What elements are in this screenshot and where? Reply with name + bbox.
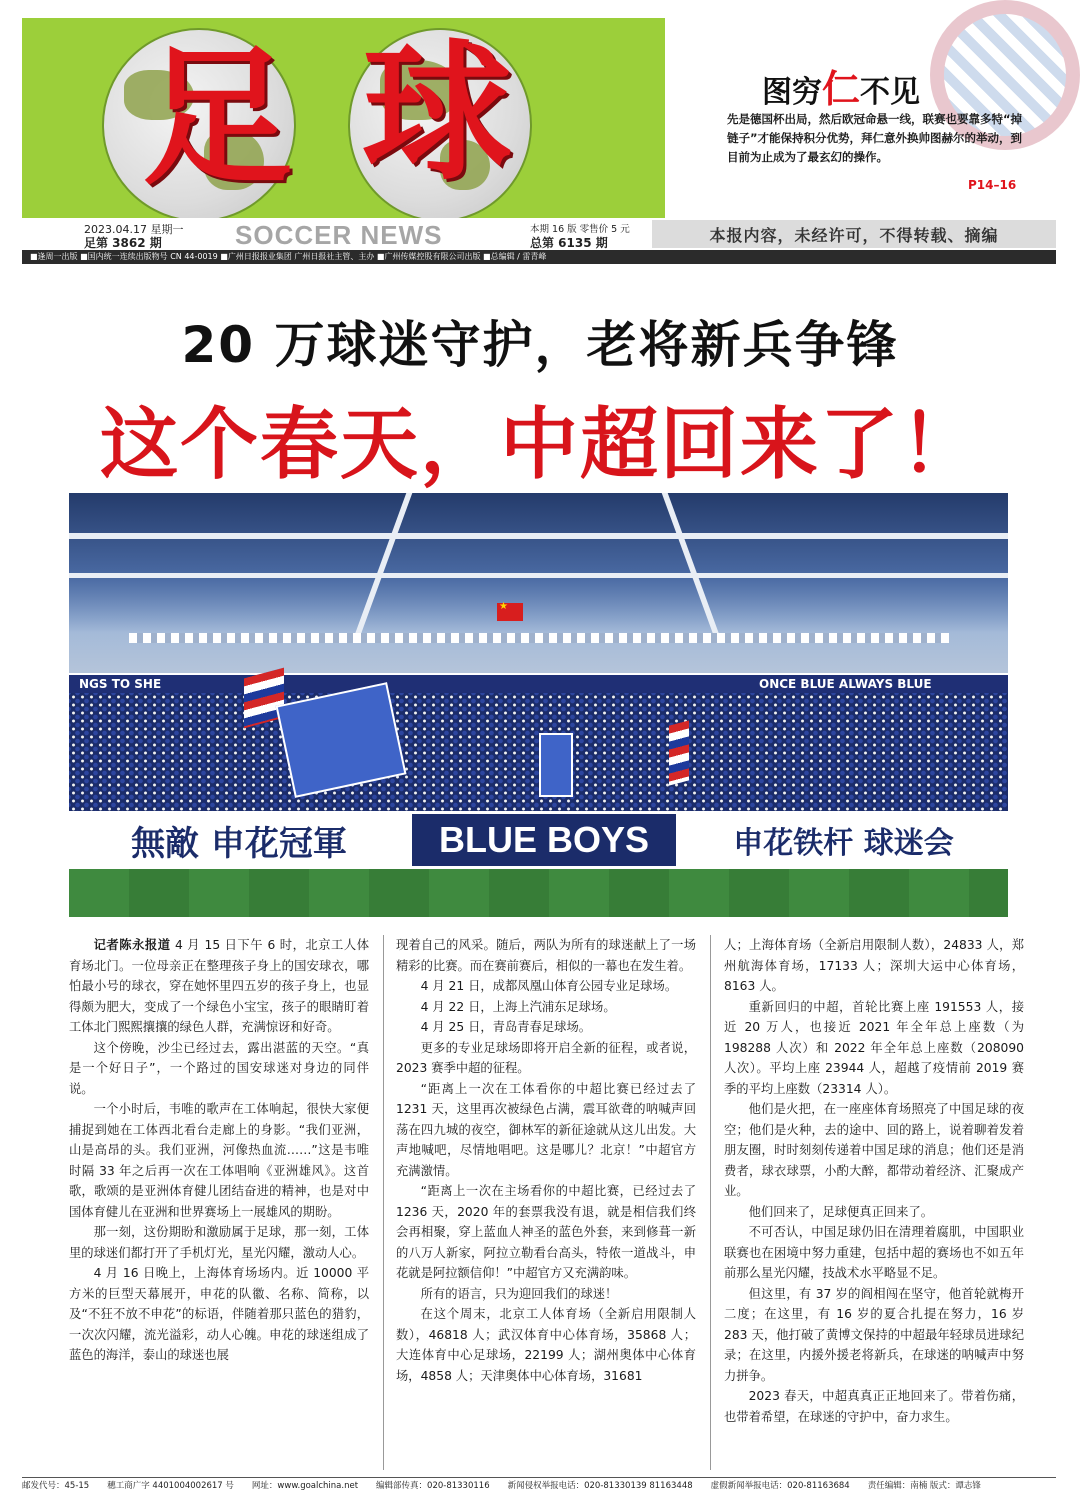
article-paragraph xyxy=(396,1017,696,1038)
byline: 记者陈永报道 xyxy=(93,938,171,952)
pitch xyxy=(69,869,1008,917)
banner-blue-boys: BLUE BOYS xyxy=(409,811,679,869)
masthead-logo-panel xyxy=(22,18,665,218)
paragraph-text: 现着自己的风采。随后，两队为所有的球迷献上了一场精彩的比赛。而在赛前赛后，相似的一幕也在发生着。 xyxy=(396,938,696,973)
article-paragraph xyxy=(396,935,696,976)
paragraph-text: 4 月 25 日，青岛青春足球场。 xyxy=(420,1020,592,1034)
logo-character-1: 足 xyxy=(142,30,293,206)
headline-sub: 20 万球迷守护，老将新兵争锋 xyxy=(181,316,899,374)
paragraph-text: 他们回来了，足球便真正回来了。 xyxy=(748,1204,934,1219)
stadium-photo xyxy=(69,493,1008,917)
article-paragraph xyxy=(69,1222,369,1263)
paragraph-text: 这个傍晚，沙尘已经过去，露出湛蓝的天空。“真是一个好日子”，一个路过的国安球迷对身边的同伴说。 xyxy=(69,1040,369,1096)
teaser-page-ref[interactable]: P14–16 xyxy=(968,178,1017,192)
footer-item: 邮发代号：45-15 xyxy=(22,1481,90,1491)
paragraph-text: 4 月 22 日，上海上汽浦东足球场。 xyxy=(420,999,616,1014)
paragraph-text: 一个小时后，韦唯的歌声在工体响起，很快大家便捕捉到她在工体西北看台走廊上的身影。“我们亚洲，山是高昂的头。我们亚洲，河像热血流……”这是韦唯时隔 33 年之后再一次在工体唱响《亚洲雄风》。这首歌，歌颂的是亚洲体育健儿团结奋进的精神，也是对中国体育健儿在亚洲和世界赛场上一展雄风的期盼。 xyxy=(69,1102,369,1219)
article-paragraph xyxy=(724,1284,1024,1387)
teaser-title-part-b: 不见 xyxy=(860,75,921,110)
pages-price: 本期 16 版 零售价 5 元 xyxy=(530,224,630,235)
paragraph-text: “距离上一次在工体看你的中超比赛已经过去了 1231 天，这里再次被绿色占满，震耳欲聋的呐喊声回荡在四九城的夜空，御林军的新征途就从这儿出发。大声地喊吧，尽情地唱吧。这是哪儿？北京！”中超官方充满激情。 xyxy=(396,1081,696,1178)
fan-banner-row xyxy=(69,811,1008,869)
footer-item: 网址：www.goalchina.net xyxy=(251,1481,359,1491)
paragraph-text: 4 月 21 日，成都凤凰山体育公园专业足球场。 xyxy=(420,979,678,993)
paragraph-text: 重新回归的中超，首轮比赛上座 191553 人，接近 20 万人，也接近 2021 年全年总上座数（为 198288 人次）和 2022 年全年总上座数（208090 人次）。平均上座 23944 人，超越了疫情前 2019 赛季的平均上座数（23314 人）。 xyxy=(724,999,1024,1096)
paragraph-text: 他们是火把，在一座座体育场照亮了中国足球的夜空；他们是火种，去的途中、回的路上，说着聊着发着朋友圈，时时刻刻传递着中国足球的消息；他们还是消费者，球衣球票，小酌大醉，都带动着经济、汇聚成产业。 xyxy=(724,1102,1024,1198)
column-divider xyxy=(710,935,711,1470)
footer-info xyxy=(22,1477,1056,1492)
article-paragraph xyxy=(396,1079,696,1182)
article-paragraph xyxy=(396,976,696,997)
publication-info-bar: ■逢周一出版 ■国内统一连续出版物号 CN 44-0019 ■广州日报报业集团 广州日报社主管、主办 ■广州传媒控股有限公司出版 ■总编辑 / 雷青峰 xyxy=(22,250,1056,264)
article-paragraph xyxy=(69,1099,369,1222)
article-column-1 xyxy=(69,935,369,1366)
footer-item: 编辑部传真：020-81330116 xyxy=(376,1481,490,1491)
banner-fan-club: 申花铁杆 球迷会 xyxy=(679,811,1008,869)
paragraph-text: 更多的专业足球场即将开启全新的征程，或者说，2023 赛季中超的征程。 xyxy=(396,1040,696,1075)
stand-text-right: ONCE BLUE ALWAYS BLUE xyxy=(759,677,932,691)
paragraph-text: “距离上一次在主场看你的中超比赛，已经过去了 1236 天，2020 年的套票我没有退，就是相信我们终会再相聚，穿上蓝血人神圣的蓝色外套，来到修葺一新的八万人新家，阿拉立勒看台高头，特侬一道战斗，申花就是阿拉额信仰！”中超官方又充满韵味。 xyxy=(396,1184,696,1280)
article-paragraph xyxy=(396,1284,696,1305)
article-paragraph xyxy=(69,935,369,1038)
paragraph-text: 2023 春天，中超真真正正地回来了。带着伤痛，也带着希望，在球迷的守护中，奋力求生。 xyxy=(724,1389,1024,1424)
teaser-title[interactable] xyxy=(762,58,920,113)
article-paragraph xyxy=(724,1202,1024,1223)
article-column-2 xyxy=(396,935,696,1386)
article-paragraph xyxy=(724,1099,1024,1202)
article-paragraph xyxy=(724,935,1024,997)
paragraph-text: 在这个周末，北京工人体育场（全新启用限制人数），46818 人；武汉体育中心体育场，35868 人；大连体育中心足球场，22199 人；湖州奥体中心体育场，4858 人；天津奥体中心体育场，31681 xyxy=(396,1307,696,1383)
teaser-title-part-a: 图穷 xyxy=(762,75,822,110)
article-paragraph xyxy=(396,997,696,1018)
article-paragraph xyxy=(396,1181,696,1284)
article-paragraph xyxy=(396,1038,696,1079)
footer-item: 责任编辑：南楠 版式：谭志锋 xyxy=(867,1481,981,1491)
article-paragraph xyxy=(724,997,1024,1100)
total-issue: 总第 6135 期 xyxy=(530,236,608,250)
issue-number: 足第 3862 期 xyxy=(84,236,162,250)
footer-item: 穗工商广字 4401004002617 号 xyxy=(107,1481,234,1491)
article-paragraph xyxy=(724,1386,1024,1427)
copyright-notice: 本报内容，未经许可，不得转载、摘编 xyxy=(652,220,1056,248)
paragraph-text: 4 月 15 日下午 6 时，北京工人体育场北门。一位母亲正在整理孩子身上的国安球衣，哪怕最小号的球衣，穿在她怀里四五岁的孩子身上，也显得颇为肥大，变成了一个绿色小宝宝，孩子的眼睛盯着工体北门熙熙攘攘的绿色人群，充满惊讶和好奇。 xyxy=(69,938,369,1034)
column-divider xyxy=(383,935,384,1470)
teaser-summary: 先是德国杯出局，然后欧冠命悬一线，联赛也要靠多特“掉链子”才能保持积分优势，拜仁意外换帅图赫尔的举动，到目前为止成为了最玄幻的操作。 xyxy=(727,112,1023,164)
paragraph-text: 不可否认，中国足球仍旧在清理着腐肌，中国职业联赛也在困境中努力重建，包括中超的赛场也不如五年前那么星光闪耀，技战术水平略显不足。 xyxy=(724,1225,1024,1280)
issue-date: 2023.04.17 星期一 xyxy=(84,223,184,236)
paragraph-text: 但这里，有 37 岁的阎相闯在坚守，他首轮就梅开二度；在这里，有 16 岁的夏合扎提在努力，16 岁 283 天，他打破了黄博文保持的中超最年轻球员进球纪录；在这里，内援外援老将新兵，在球迷的呐喊声中努力拼争。 xyxy=(724,1286,1024,1383)
banner-wudi-shenhua: 無敵 申花冠軍 xyxy=(69,811,409,869)
article-column-3 xyxy=(724,935,1024,1427)
footer-item: 新闻侵权举报电话：020-81330139 81163448 xyxy=(507,1481,693,1491)
paragraph-text: 4 月 16 日晚上，上海体育场场内。近 10000 平方米的巨型天幕展开，申花的队徽、名称、简称，以及“不狂不放不申花”的标语，伴随着那只蓝色的猎豹，一次次闪耀，流光溢彩，动人心魄。申花的球迷组成了蓝色的海洋，泰山的球迷也展 xyxy=(69,1266,369,1362)
article-paragraph xyxy=(69,1263,369,1366)
teaser-title-red: 仁 xyxy=(822,66,861,111)
article-paragraph xyxy=(396,1304,696,1386)
footer-item: 虚假新闻举报电话：020-81163684 xyxy=(710,1481,850,1491)
paragraph-text: 人；上海体育场（全新启用限制人数），24833 人，郑州航海体育场，17133 人；深圳大运中心体育场，8163 人。 xyxy=(724,938,1024,993)
soccer-news-wordmark: SOCCER NEWS xyxy=(235,220,443,250)
logo-character-2: 球 xyxy=(362,25,513,201)
paragraph-text: 所有的语言，只为迎回我们的球迷！ xyxy=(420,1286,618,1301)
paragraph-text: 那一刻，这份期盼和激励属于足球，那一刻，工体里的球迷们都打开了手机灯光，星光闪耀，激动人心。 xyxy=(69,1225,369,1260)
article-paragraph xyxy=(69,1038,369,1100)
article-paragraph xyxy=(724,1222,1024,1284)
china-flag-icon xyxy=(497,603,523,621)
headline-main: 这个春天，中超回来了！ xyxy=(99,399,980,490)
stand-text-left: NGS TO SHE xyxy=(79,677,162,691)
